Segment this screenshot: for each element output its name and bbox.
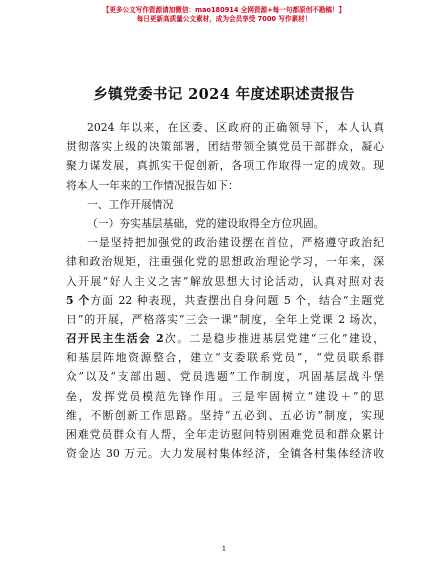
body-line: 5 个方面 22 种表现，共查摆出自身问题 5 个，结合“主题党 [66, 293, 384, 307]
body-line: 和基层阵地资源整合，建立“支委联系党员”，“党员联系群 [66, 351, 384, 365]
body-line: 维，不断创新工作思路。坚持“五必到、五必访”制度，实现 [66, 408, 384, 422]
promo-banner [0, 6, 448, 24]
body-line: 资金达 30 万元。大力发展村集体经济，全镇各村集体经济收 [66, 447, 384, 461]
bold-phrase: 召开民主生活会 2 [66, 332, 164, 346]
body-line: 一是坚持把加强党的政治建设摆在首位，严格遵守政治纪 [87, 236, 384, 250]
body-line: 入开展“好人主义之害”解放思想大讨论活动，认真对照对表 [66, 274, 384, 288]
body-line: 日”的开展，严格落实“三会一课”制度，全年上党课 2 场次， [66, 312, 384, 326]
report-title: 乡镇党委书记 2024 年度述职述责报告 [93, 86, 355, 103]
body-line: 垒，发挥党员模范先锋作用。三是牢固树立“建设＋”的思 [66, 389, 384, 403]
body-line: 律和政治规矩，注重强化党的思想政治理论学习，一年来，深 [66, 255, 384, 269]
promo-banner-line-2: 每日更新高质量公文素材，成为会员享受 7000 写作素材！ [136, 15, 312, 23]
body-line: 贯彻落实上级的决策部署，团结带领全镇党员干部群众，凝心 [66, 140, 384, 154]
page-number: 1 [221, 545, 227, 553]
report-body [66, 118, 384, 463]
body-line: 召开民主生活会 2次。二是稳步推进基层党建“三化”建设， [66, 332, 384, 346]
body-line: 聚力谋发展，真抓实干促创新，各项工作取得一定的成效。现 [66, 159, 384, 173]
body-line: 2024 年以来，在区委、区政府的正确领导下，本人认真 [87, 121, 384, 134]
subsection-heading: （一）夯实基层基础，党的建设取得全方位巩固。 [87, 216, 325, 230]
bold-count: 5 个 [66, 293, 91, 307]
promo-banner-line-1: 【更多公文写作资源请加微信：mao180914 全网资源+每一句都原创不勘稿！】 [102, 6, 346, 14]
body-line: 众”以及“支部出题、党员选题”工作制度，巩固基层战斗堡 [66, 370, 384, 384]
section-heading: 一、工作开展情况 [87, 197, 174, 211]
body-line: 困难党员群众有人帮，全年走访慰问特别困难党员和群众累计 [66, 428, 384, 441]
body-line: 将本人一年来的工作情况报告如下： [66, 178, 239, 192]
